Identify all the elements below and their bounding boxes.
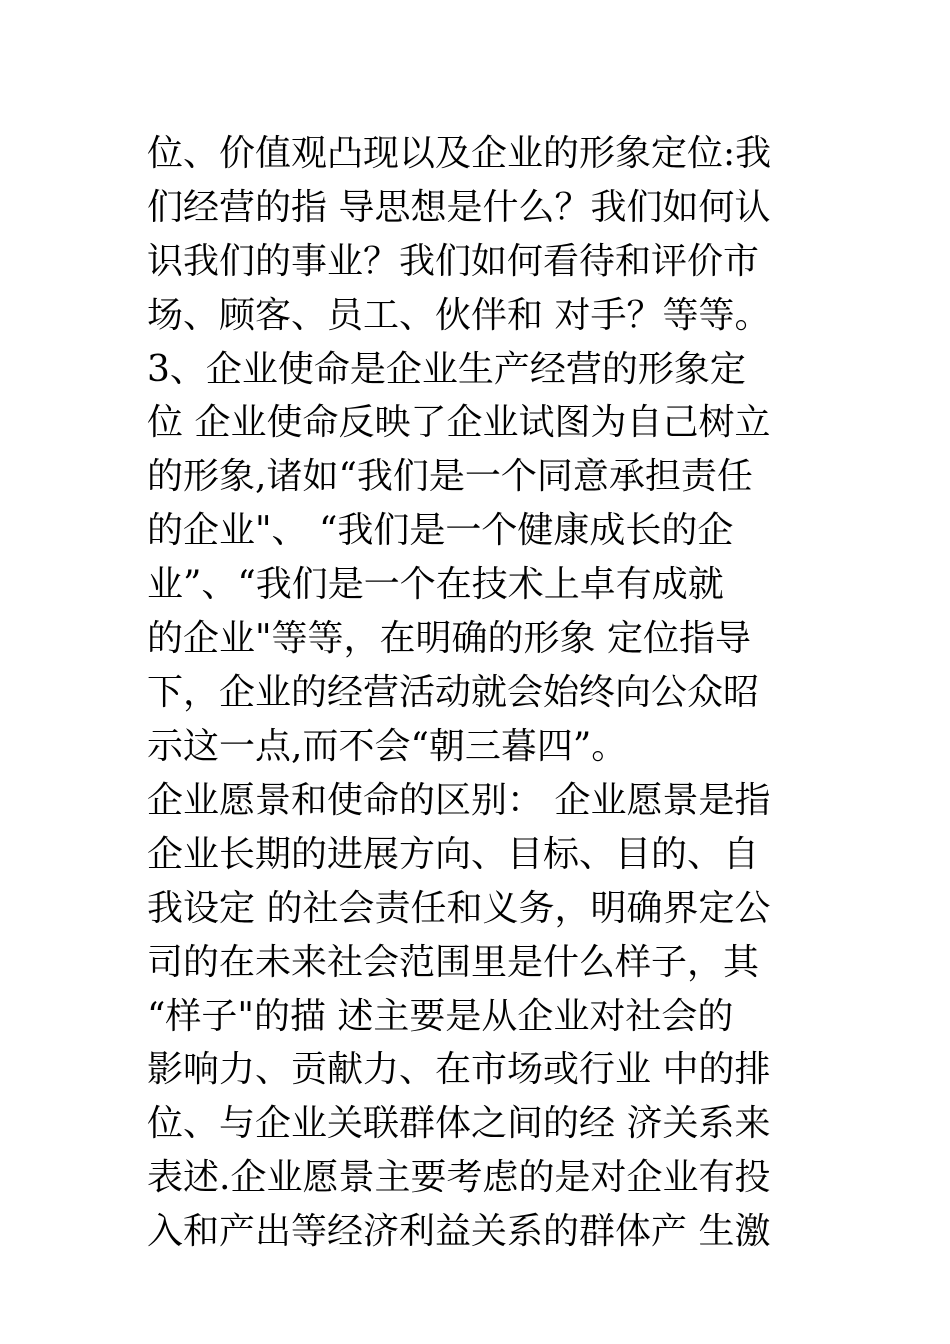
text-line: 的形象,诸如“我们是一个同意承担责任 [147, 456, 753, 498]
text-line: 企业愿景和使命的区别： 企业愿景是指 [147, 780, 771, 821]
text-line: 业”、“我们是一个在技术上卓有成就 [147, 564, 724, 606]
paragraph-values-and-mission [147, 127, 812, 774]
paragraph-vision-vs-mission [147, 774, 812, 1259]
text-line: 企业长期的进展方向、目标、目的、自 [147, 833, 760, 875]
text-line: 下，企业的经营活动就会始终向公众昭 [147, 671, 760, 713]
text-line: 识我们的事业？我们如何看待和评价市 [147, 240, 760, 282]
text-line: 位、价值观凸现以及企业的形象定位:我 [147, 133, 772, 174]
text-line: 们经营的指 导思想是什么？我们如何认 [147, 186, 771, 228]
text-line: 位、与企业关联群体之间的经 济关系来 [147, 1103, 771, 1145]
text-line: 司的在未来社会范围里是什么样子，其 [147, 941, 760, 983]
text-line: 3、企业使命是企业生产经营的形象定 [147, 348, 746, 390]
text-line: 影响力、贡献力、在市场或行业 中的排 [147, 1049, 771, 1091]
text-line: 我设定 的社会责任和义务，明确界定公 [147, 887, 771, 929]
text-line: 的企业"等等，在明确的形象 定位指导 [147, 618, 752, 660]
text-line: 的企业"、 “我们是一个健康成长的企 [147, 510, 734, 552]
text-line: 表述.企业愿景主要考虑的是对企业有投 [147, 1157, 771, 1199]
text-line: 位 企业使命反映了企业试图为自己树立 [147, 402, 771, 444]
text-line: 入和产出等经济利益关系的群体产 生激 [147, 1211, 771, 1253]
text-line: 示这一点,而不会“朝三暮四”。 [147, 725, 628, 767]
text-line: “样子"的描 述主要是从企业对社会的 [147, 995, 734, 1037]
text-line: 场、顾客、员工、伙伴和 对手？等等。 [147, 294, 771, 336]
